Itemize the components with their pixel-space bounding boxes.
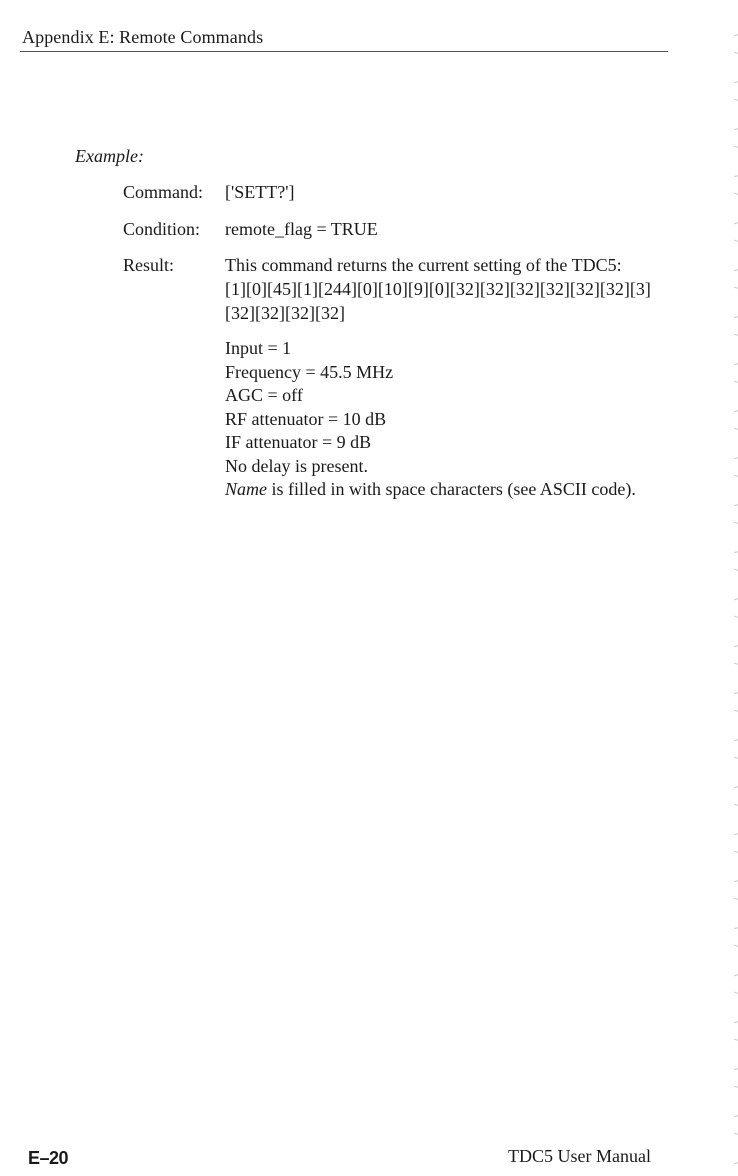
binder-hole [734,975,738,993]
result-text: This command returns the current setting of the TDC5: [225,255,622,275]
binder-hole [734,1116,738,1134]
binder-hole [734,270,738,288]
result-term: Result: [123,255,175,275]
binder-hole [734,317,738,335]
binder-hole [734,646,738,664]
detail-delay: No delay is present. [225,455,368,476]
detail-input: Input = 1 [225,338,292,358]
result-bytes: [1][0][45][1][244][0][10][9][0][32][32][32][32][32][32][3] [32][32][32][32] [225,279,651,323]
result-details [225,337,645,502]
manual-title: TDC5 User Manual [508,1146,651,1166]
binder-hole [734,223,738,241]
binder-hole [734,505,738,523]
binder-hole [734,693,738,711]
binder-hole [734,364,738,382]
binder-hole [734,928,738,946]
detail-if-attenuator: IF attenuator = 9 dB [225,432,372,452]
binder-hole [734,1022,738,1040]
binder-hole [734,599,738,617]
condition-value: remote_flag = TRUE [225,219,378,239]
detail-agc: AGC = off [225,385,303,405]
result-description [225,253,680,325]
detail-name-note [225,478,645,502]
binder-hole [734,176,738,194]
binder-hole [734,82,738,100]
header-rule [20,51,668,52]
binder-holes-decoration [716,0,738,1176]
binder-hole [734,411,738,429]
command-value: ['SETT?'] [225,182,295,202]
binder-hole [734,458,738,476]
detail-frequency: Frequency = 45.5 MHz [225,361,394,382]
detail-rf-attenuator: RF attenuator = 10 dB [225,408,387,429]
binder-hole [734,35,738,53]
binder-hole [734,787,738,805]
binder-hole [734,740,738,758]
example-label: Example: [75,146,144,166]
binder-hole [734,552,738,570]
command-term: Command: [123,182,203,202]
binder-hole [734,1069,738,1087]
page-number: E–20 [28,1148,69,1168]
binder-hole [734,881,738,899]
name-note-text: is filled in with space characters (see ASCII code). [267,479,636,499]
binder-hole [734,129,738,147]
binder-hole [734,1163,738,1176]
condition-term: Condition: [123,219,201,239]
binder-hole [734,834,738,852]
name-emphasis: Name [225,479,267,499]
page-header-title: Appendix E: Remote Commands [22,27,264,47]
